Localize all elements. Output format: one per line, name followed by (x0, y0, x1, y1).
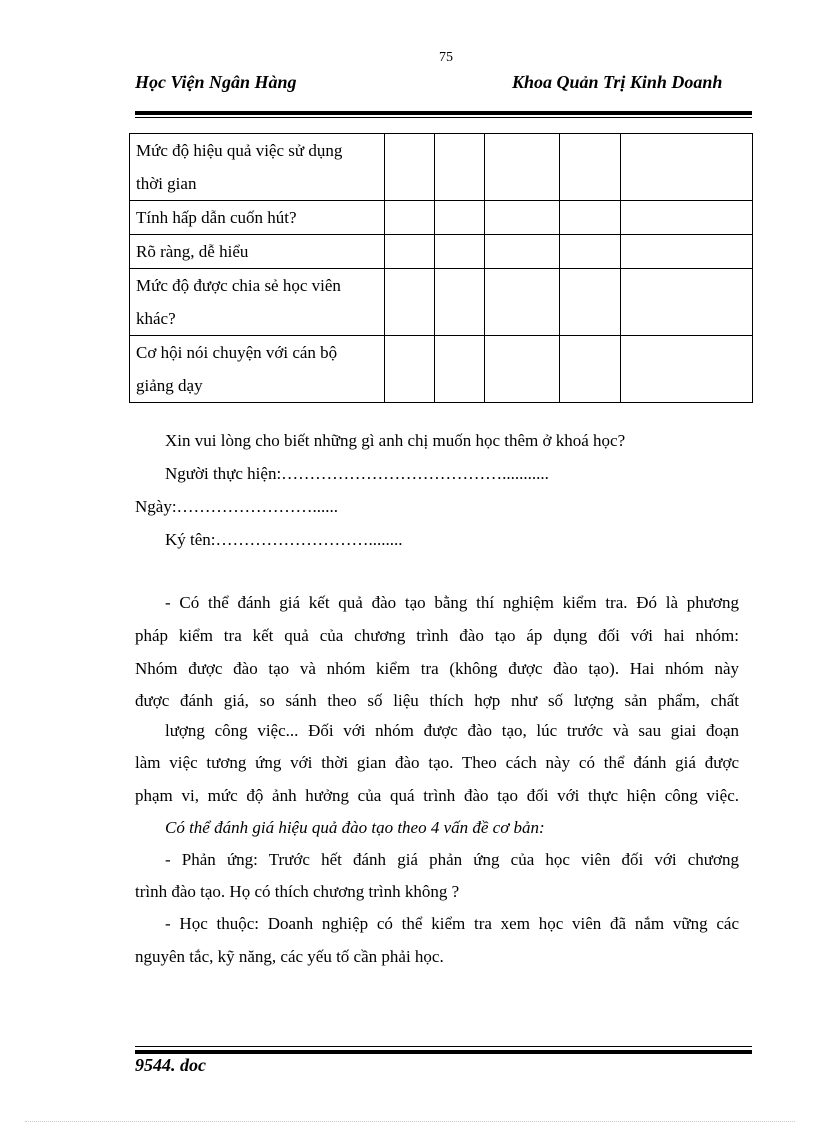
rating-cell[interactable] (485, 201, 560, 235)
rating-cell[interactable] (485, 134, 560, 201)
paragraph-line: pháp kiểm tra kết quả của chương trình đào tạo áp dụng đối với hai nhóm: (135, 626, 739, 645)
paragraph-line: được đánh giá, so sánh theo số liệu thích hợp như số lượng sản phẩm, chất (135, 691, 739, 710)
header-faculty: Khoa Quản Trị Kinh Doanh (512, 72, 723, 92)
rating-cell[interactable] (621, 269, 753, 336)
footer-filename: 9544. doc (135, 1055, 206, 1075)
rating-cell[interactable] (385, 269, 435, 336)
row-label: Mức độ hiệu quả việc sử dụng thời gian (130, 134, 385, 201)
table-row (130, 235, 753, 269)
paragraph-line: Nhóm được đào tạo và nhóm kiểm tra (không được đào tạo). Hai nhóm này (135, 659, 739, 678)
rating-cell[interactable] (435, 269, 485, 336)
rating-cell[interactable] (560, 201, 621, 235)
page-number: 75 (439, 50, 453, 65)
row-label: Cơ hội nói chuyện với cán bộ giảng dạy (130, 336, 385, 403)
table-row (130, 134, 753, 201)
rating-cell[interactable] (385, 336, 435, 403)
form-question: Xin vui lòng cho biết những gì anh chị muốn học thêm ở khoá học? (165, 431, 626, 450)
paragraph-line: làm việc tương ứng với thời gian đào tạo. Theo cách này có thể đánh giá được (135, 753, 739, 772)
rating-cell[interactable] (560, 235, 621, 269)
row-label: Rõ ràng, dễ hiểu (130, 235, 385, 269)
header-rule-thick (135, 111, 752, 115)
paragraph-line: - Có thể đánh giá kết quả đào tạo bằng thí nghiệm kiểm tra. Đó là phương (165, 593, 739, 612)
form-performer: Người thực hiện:…………………………………........... (165, 464, 549, 483)
rating-cell[interactable] (385, 134, 435, 201)
rating-cell[interactable] (485, 235, 560, 269)
rating-cell[interactable] (621, 134, 753, 201)
reaction-line: - Phản ứng: Trước hết đánh giá phản ứng của học viên đối với chương (165, 850, 739, 869)
table-row (130, 269, 753, 336)
rating-cell[interactable] (485, 269, 560, 336)
reaction-line: trình đào tạo. Họ có thích chương trình không ? (135, 882, 460, 901)
header-rule-thin (135, 117, 752, 118)
rating-cell[interactable] (435, 336, 485, 403)
paragraph-line: phạm vi, mức độ ảnh hưởng của quá trình đào tạo đối với thực hiện công việc. (135, 786, 739, 805)
rating-cell[interactable] (621, 235, 753, 269)
evaluation-table (129, 133, 753, 403)
table-row (130, 336, 753, 403)
table-row (130, 201, 753, 235)
rating-cell[interactable] (560, 336, 621, 403)
rating-cell[interactable] (560, 134, 621, 201)
learning-line: nguyên tắc, kỹ năng, các yếu tố cần phải học. (135, 947, 444, 966)
header-institution: Học Viện Ngân Hàng (135, 72, 297, 92)
paragraph-line: lượng công việc... Đối với nhóm được đào tạo, lúc trước và sau giai đoạn (165, 721, 739, 740)
learning-line: - Học thuộc: Doanh nghiệp có thể kiểm tra xem học viên đã nắm vững các (165, 914, 739, 933)
footer-rule-thick (135, 1050, 752, 1054)
rating-cell[interactable] (385, 235, 435, 269)
italic-subheading: Có thể đánh giá hiệu quả đào tạo theo 4 vấn đề cơ bản: (165, 818, 545, 837)
rating-cell[interactable] (621, 201, 753, 235)
footer-rule-thin (135, 1046, 752, 1047)
rating-cell[interactable] (560, 269, 621, 336)
rating-cell[interactable] (435, 134, 485, 201)
rating-cell[interactable] (385, 201, 435, 235)
rating-cell[interactable] (621, 336, 753, 403)
page-edge-dotted (25, 1121, 795, 1122)
row-label: Tính hấp dẫn cuốn hút? (130, 201, 385, 235)
form-date: Ngày:……………………...... (135, 497, 339, 516)
form-signature: Ký tên:………………………........ (165, 530, 403, 549)
rating-cell[interactable] (435, 235, 485, 269)
rating-cell[interactable] (435, 201, 485, 235)
row-label: Mức độ được chia sẻ học viên khác? (130, 269, 385, 336)
rating-cell[interactable] (485, 336, 560, 403)
